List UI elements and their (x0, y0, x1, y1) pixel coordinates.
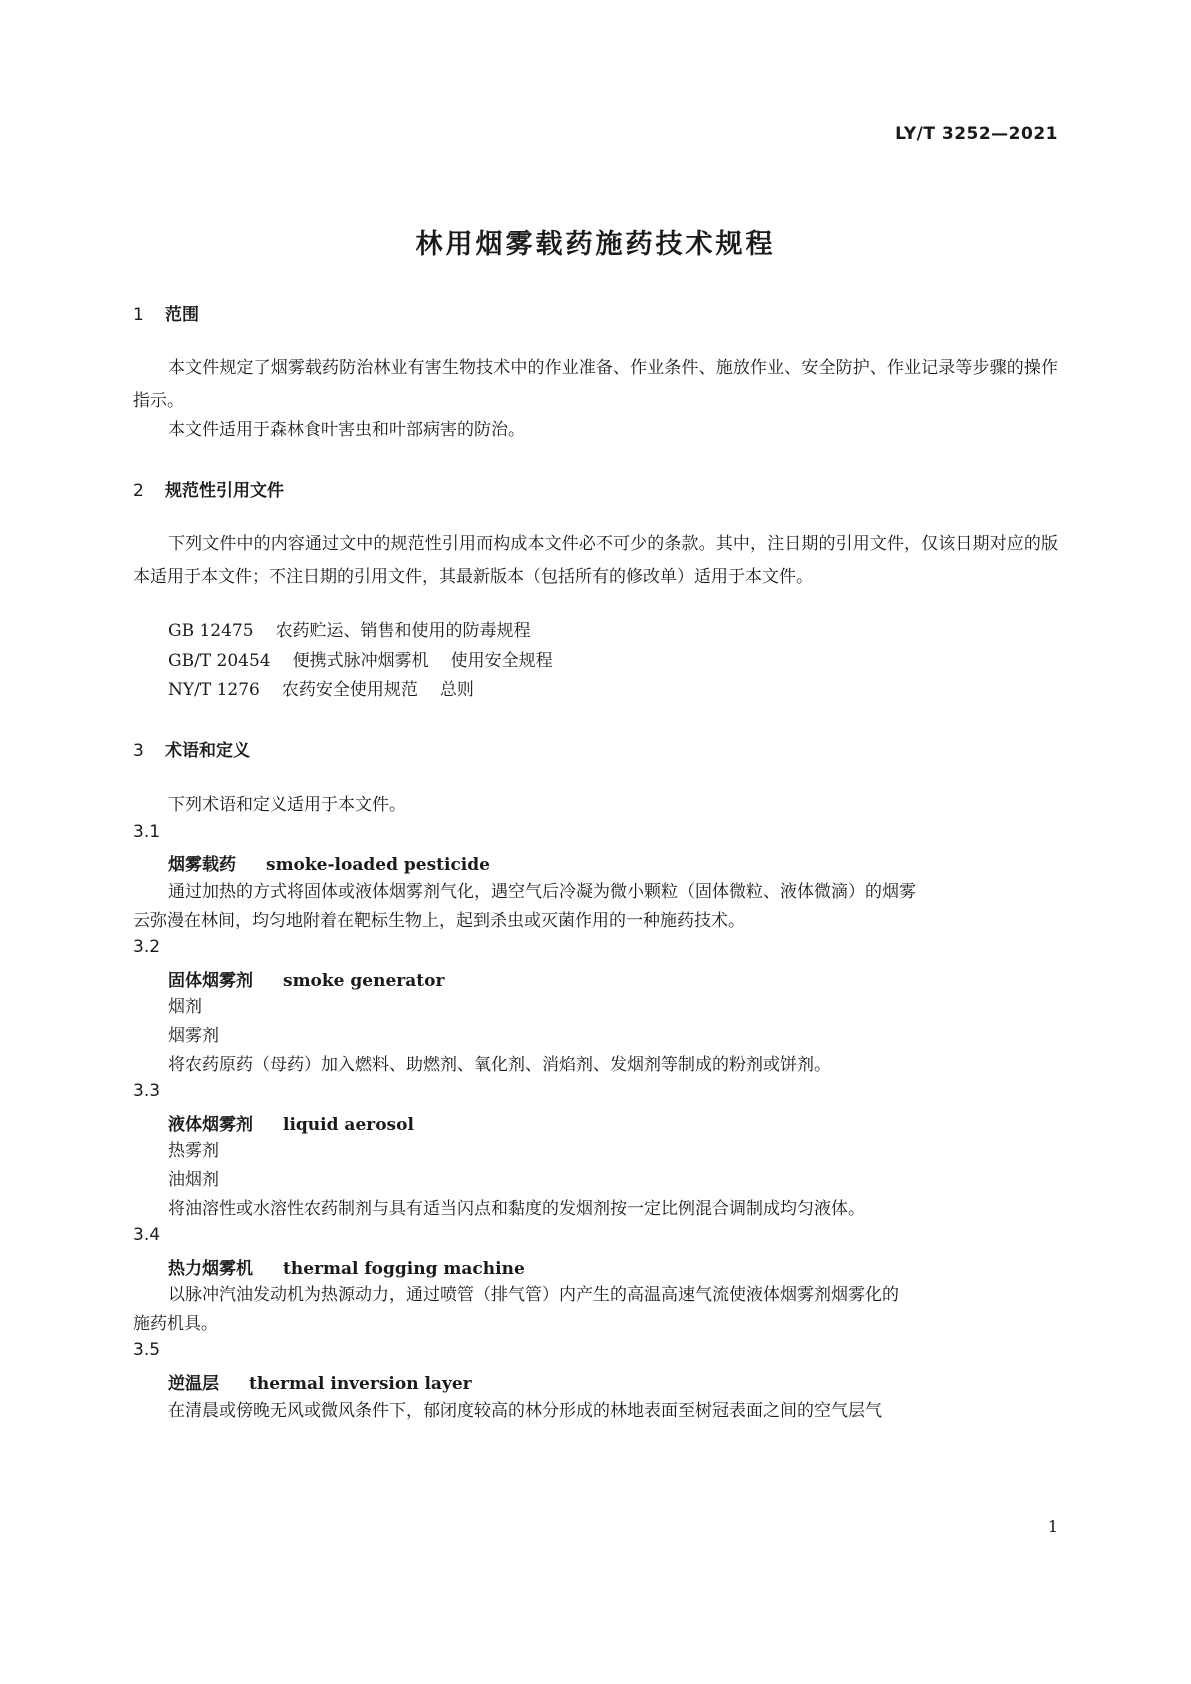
term-en: thermal fogging machine (283, 1259, 525, 1279)
reference-title: 农药安全使用规范 (281, 680, 418, 700)
term-number: 3.3 (133, 1081, 161, 1101)
definition-line: 通过加热的方式将固体或液体烟雾剂气化，遇空气后冷凝为微小颗粒（固体微粒、液体微滴）的烟雾 (168, 882, 916, 902)
reference-subtitle: 总则 (439, 680, 474, 700)
term-heading (168, 1110, 414, 1135)
section-1-heading (133, 300, 199, 325)
synonym: 油烟剂 (168, 1170, 219, 1190)
definition-line: 云弥漫在林间，均匀地附着在靶标生物上，起到杀虫或灭菌作用的一种施药技术。 (133, 911, 745, 931)
reference-code: GB/T 20454 (168, 651, 271, 671)
synonym: 热雾剂 (168, 1141, 219, 1161)
section-2-paragraph-1: 下列文件中的内容通过文中的规范性引用而构成本文件必不可少的条款。其中，注日期的引用文件，仅该日期对应的版本适用于本文件；不注日期的引用文件，其最新版本（包括所有的修改单）适用于本文件。 (133, 534, 1058, 587)
term-heading (168, 850, 490, 875)
term-en: smoke-loaded pesticide (266, 855, 490, 875)
term-en: smoke generator (283, 971, 445, 991)
reference-title: 便携式脉冲烟雾机 (292, 651, 429, 671)
term-heading (168, 1369, 472, 1394)
section-2-heading (133, 476, 284, 501)
section-title: 范围 (165, 305, 199, 325)
term-zh: 液体烟雾剂 (168, 1115, 253, 1135)
document-title: 林用烟雾载药施药技术规程 (415, 229, 776, 260)
term-en: thermal inversion layer (249, 1374, 472, 1394)
term-number: 3.4 (133, 1225, 161, 1245)
reference-title: 农药贮运、销售和使用的防毒规程 (275, 621, 531, 641)
standard-code: LY/T 3252—2021 (895, 124, 1058, 144)
definition-line: 将农药原药（母药）加入燃料、助燃剂、氧化剂、消焰剂、发烟剂等制成的粉剂或饼剂。 (168, 1055, 831, 1075)
term-zh: 烟雾载药 (168, 855, 236, 875)
term-number: 3.2 (133, 937, 161, 957)
term-number: 3.1 (133, 822, 161, 842)
term-heading (168, 966, 444, 991)
definition-line: 施药机具。 (133, 1314, 218, 1334)
section-number: 3 (133, 741, 144, 761)
term-zh: 固体烟雾剂 (168, 971, 253, 991)
synonym: 烟雾剂 (168, 1026, 219, 1046)
term-zh: 热力烟雾机 (168, 1259, 253, 1279)
section-1-paragraph-1: 本文件规定了烟雾载药防治林业有害生物技术中的作业准备、作业条件、施放作业、安全防护、作业记录等步骤的操作指示。 (133, 358, 1058, 411)
synonym: 烟剂 (168, 997, 202, 1017)
page-number: 1 (1047, 1517, 1058, 1536)
reference-item (168, 618, 531, 644)
definition-line: 以脉冲汽油发动机为热源动力，通过喷管（排气管）内产生的高温高速气流使液体烟雾剂烟雾化的 (168, 1285, 899, 1305)
reference-item (168, 677, 474, 703)
section-number: 2 (133, 481, 144, 501)
section-3-heading (133, 736, 250, 761)
term-en: liquid aerosol (283, 1115, 414, 1135)
term-heading (168, 1254, 525, 1279)
section-number: 1 (133, 305, 144, 325)
definition-line: 将油溶性或水溶性农药制剂与具有适当闪点和黏度的发烟剂按一定比例混合调制成均匀液体。 (168, 1199, 865, 1219)
reference-item (168, 648, 553, 674)
definition-line: 在清晨或傍晚无风或微风条件下，郁闭度较高的林分形成的林地表面至树冠表面之间的空气层气 (168, 1401, 882, 1421)
section-1-paragraph-2: 本文件适用于森林食叶害虫和叶部病害的防治。 (168, 420, 525, 440)
section-title: 规范性引用文件 (165, 481, 284, 501)
reference-code: NY/T 1276 (168, 680, 260, 700)
terms-intro: 下列术语和定义适用于本文件。 (168, 795, 406, 815)
term-zh: 逆温层 (168, 1374, 219, 1394)
reference-code: GB 12475 (168, 621, 254, 641)
section-title: 术语和定义 (165, 741, 250, 761)
term-number: 3.5 (133, 1340, 161, 1360)
reference-subtitle: 使用安全规程 (450, 651, 553, 671)
